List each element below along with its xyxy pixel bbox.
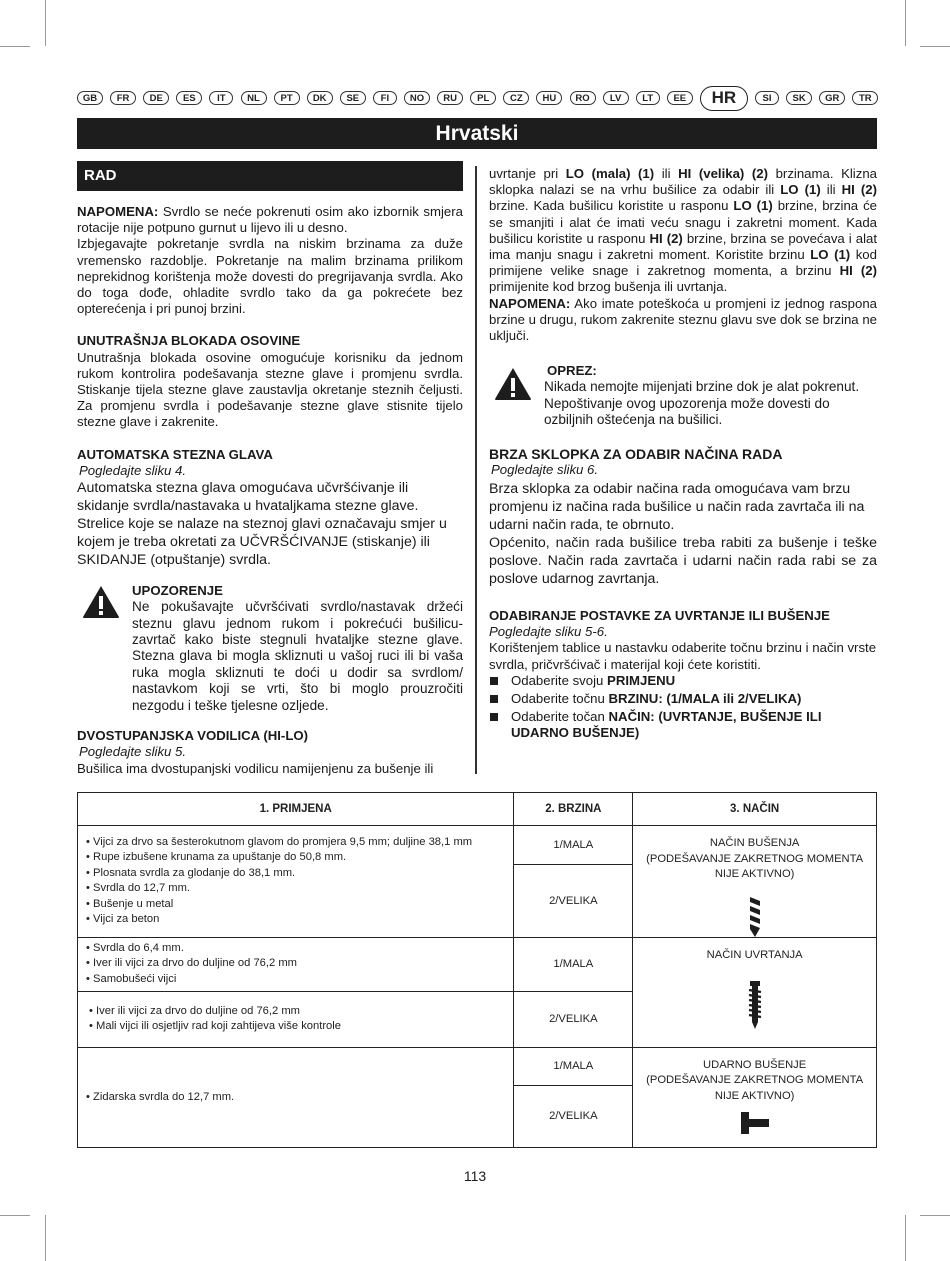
language-gb-button[interactable]: GB (77, 91, 103, 105)
language-tr-button[interactable]: TR (852, 91, 878, 105)
select-figure-ref: Pogledajte sliku 5-6. (489, 624, 608, 640)
warning-triangle-icon (82, 585, 120, 619)
crop-mark (0, 1215, 30, 1216)
mode-text: Brza sklopka za odabir načina rada omogućava vam brzu promjenu iz načina rada bušilice u način rada zavrtača ili na udarni način rada, te obrnuto. (489, 481, 865, 534)
language-ee-button[interactable]: EE (667, 91, 693, 105)
language-se-button[interactable]: SE (340, 91, 366, 105)
crop-mark (920, 1215, 950, 1216)
gear-title: DVOSTUPANJSKA VODILICA (HI-LO) (77, 728, 309, 744)
speed-low: 1/MALA (514, 937, 633, 991)
left-column (77, 161, 463, 777)
table-row (78, 937, 877, 991)
language-fr-button[interactable]: FR (110, 91, 136, 105)
applications-group-1: • Vijci za drvo sa šesterokutnom glavom do promjera 9,5 mm; duljine 38,1 mm • Rupe izbušene krunama za upuštanje do 50,8 mm. • Plosnata svrdla za glodanje do 38,1 mm. • Svrdla do 12,7 mm. • Bušenje u metal • Vijci za beton (78, 826, 514, 938)
speed-low: 1/MALA (514, 1047, 633, 1085)
mode-drill: NAČIN BUŠENJA (PODEŠAVANJE ZAKRETNOG MOMENTA NIJE AKTIVNO) (633, 826, 877, 938)
drill-bit-icon (748, 897, 762, 937)
header-application: 1. PRIMJENA (78, 793, 514, 826)
language-si-button[interactable]: SI (755, 91, 779, 105)
warning-block (77, 583, 463, 714)
language-fi-button[interactable]: FI (373, 91, 397, 105)
note-paragraph-2: Izbjegavajte pokretanje svrdla na niskim brzinama za duže vremensko razdoblje. Pokretanje na malim brzinama prilikom neprekidnog korištenja može dovesti do pregrijavanja svrdla. Ako do toga dođe, ohladite svrdlo tako da ga pokrećete bez opterećenja i pri punoj brzini. (77, 236, 463, 317)
mode-hammer: UDARNO BUŠENJE (PODEŠAVANJE ZAKRETNOG MOMENTA NIJE AKTIVNO) (633, 1047, 877, 1147)
gear-figure-ref: Pogledajte sliku 5. (79, 744, 187, 760)
table-row (78, 1047, 877, 1085)
caution-title: OPREZ: (547, 363, 597, 379)
crop-mark (905, 1215, 906, 1261)
note-paragraph-right (489, 296, 877, 345)
chuck-title: AUTOMATSKA STEZNA GLAVA (77, 446, 273, 462)
right-column (489, 166, 877, 742)
gear-paragraph: uvrtanje pri LO (mala) (1) ili HI (velika) (2) brzinama. Klizna sklopka nalazi se na vrhu bušilice za odabir ili LO (1) ili HI (2) brzine. Kada bušilicu koristite u rasponu LO (1) brzine, brzina će se smanjiti i alat će imati veću snagu i zakretni moment. Kada bušilicu koristite u rasponu HI (2) brzine, brzina se povećava i alat ima manju snagu i zakretni moment. Koristite brzinu LO (1) kod primijene velike snage i zakretnog momenta, a brzinu HI (2) primijenite kod brzog bušenja ili uvrtanja. (489, 166, 878, 295)
screw-icon (748, 981, 762, 1029)
crop-mark (905, 0, 906, 46)
list-item: Odaberite točan NAČIN: (UVRTANJE, BUŠENJE ILI UDARNO BUŠENJE) (489, 709, 877, 741)
language-sk-button[interactable]: SK (786, 91, 812, 105)
mode-text-2: Općenito, način rada bušilice treba rabiti za bušenje i teške poslove. Način rada zavrtača i udarni način rada rabi se za poslove udarnog zavrtanja. (489, 535, 877, 588)
list-item: Odaberite svoju PRIMJENU (489, 673, 877, 689)
chuck-text: Automatska stezna glava omogućava učvršćivanje ili skidanje svrdla/nastavaka u hvataljkama stezne glave. Strelice koje se nalaze na steznoj glavi označavaju smjer u kojem je treba okretati za UČVRŠĆIVANJE (stiskanje) ili SKIDANJE (otpuštanje) svrdla. (77, 480, 447, 569)
hammer-icon (740, 1112, 770, 1134)
table-row (78, 826, 877, 865)
spindle-title: UNUTRAŠNJA BLOKADA OSOVINE (77, 333, 301, 349)
note-label: NAPOMENA: (489, 295, 571, 311)
spindle-text: Unutrašnja blokada osovine omogućuje korisniku da jednom rukom kontrolira podešavanja stezne glave i promjenu svrdla. Stiskanje tijela stezne glave zaustavlja okretanje steznih čeljusti. Za promjenu svrdla i podešavanje stezne glave stisnite tijelo stezne glave i zakrenite. (77, 349, 463, 430)
speed-high: 2/VELIKA (514, 1085, 633, 1147)
page-number: 113 (463, 1168, 487, 1184)
chuck-figure-ref: Pogledajte sliku 4. (79, 462, 187, 478)
language-hr-button[interactable]: HR (700, 86, 748, 111)
speed-high: 2/VELIKA (514, 991, 633, 1047)
crop-mark (0, 46, 30, 47)
mode-figure-ref: Pogledajte sliku 6. (491, 461, 599, 477)
caution-text: Nikada nemojte mijenjati brzine dok je alat pokrenut. Nepoštivanje ovog upozorenja može dovesti do ozbiljnih oštećenja na bušilici. (544, 379, 860, 428)
language-selector (77, 87, 877, 111)
warning-title: UPOZORENJE (132, 583, 223, 599)
note-text: Ako imate poteškoća u promjeni iz jednog raspona brzine u drugu, rukom zakrenite steznu glavu sve dok se brzina ne uključi. (489, 295, 877, 344)
language-lv-button[interactable]: LV (603, 91, 629, 105)
language-cz-button[interactable]: CZ (503, 91, 529, 105)
language-banner: Hrvatski (77, 118, 877, 149)
speed-low: 1/MALA (514, 826, 633, 865)
language-gr-button[interactable]: GR (819, 91, 845, 105)
language-dk-button[interactable]: DK (307, 91, 333, 105)
settings-table (77, 792, 877, 1148)
speed-high: 2/VELIKA (514, 864, 633, 937)
applications-group-4: • Zidarska svrdla do 12,7 mm. (78, 1047, 514, 1147)
select-title: ODABIRANJE POSTAVKE ZA UVRTANJE ILI BUŠENJE (489, 608, 830, 624)
note-label: NAPOMENA: (77, 204, 159, 219)
header-speed: 2. BRZINA (514, 793, 633, 826)
table-header-row (78, 793, 877, 826)
list-item: Odaberite točnu BRZINU: (1/MALA ili 2/VELIKA) (489, 691, 877, 707)
mode-screw: NAČIN UVRTANJA (633, 937, 877, 1047)
mode-title: BRZA SKLOPKA ZA ODABIR NAČINA RADA (489, 445, 783, 462)
select-text: Korištenjem tablice u nastavku odaberite točnu brzinu i način vrste svrdla, pričvršćivač i materijal koji ćete koristiti. (489, 640, 877, 672)
column-divider (475, 166, 477, 774)
section-title: RAD (77, 161, 463, 191)
language-no-button[interactable]: NO (404, 91, 430, 105)
language-es-button[interactable]: ES (176, 91, 202, 105)
gear-text: Bušilica ima dvostupanjski vodilicu namijenjenu za bušenje ili (77, 760, 434, 776)
crop-mark (920, 46, 950, 47)
caution-block (489, 363, 877, 428)
warning-triangle-icon (494, 367, 532, 401)
note-text: Svrdlo se neće pokrenuti osim ako izbornik smjera rotacije nije potpuno gurnut u lijevo ili u desno. (77, 204, 463, 236)
language-pt-button[interactable]: PT (274, 91, 300, 105)
language-ru-button[interactable]: RU (437, 91, 463, 105)
applications-group-3: • Iver ili vijci za drvo do duljine od 76,2 mm • Mali vijci ili osjetljiv rad koji zahtijeva više kontrole (78, 991, 514, 1047)
language-lt-button[interactable]: LT (636, 91, 660, 105)
warning-text: Ne pokušavajte učvršćivati svrdlo/nastavak držeći steznu glavu jednom rukom i pokrećući bušilicu-zavrtač kako biste stegnuli hvataljke stezne glave. Stezna glava bi mogla skliznuti u vašoj ruci ili bi vaša ruka mogla skliznuti te doći u dodir sa svrdlom/ nastavkom koji se vrti, što bi moglo prouzročiti nezgodu i teške tjelesne ozljede. (132, 599, 463, 713)
note-paragraph (77, 204, 463, 236)
language-pl-button[interactable]: PL (470, 91, 496, 105)
header-mode: 3. NAČIN (633, 793, 877, 826)
language-it-button[interactable]: IT (209, 91, 233, 105)
language-nl-button[interactable]: NL (241, 91, 267, 105)
applications-group-2: • Svrdla do 6,4 mm. • Iver ili vijci za drvo do duljine od 76,2 mm • Samobušeći vijci (78, 937, 514, 991)
crop-mark (45, 0, 46, 46)
language-ro-button[interactable]: RO (570, 91, 596, 105)
language-hu-button[interactable]: HU (536, 91, 562, 105)
language-de-button[interactable]: DE (143, 91, 169, 105)
crop-mark (45, 1215, 46, 1261)
